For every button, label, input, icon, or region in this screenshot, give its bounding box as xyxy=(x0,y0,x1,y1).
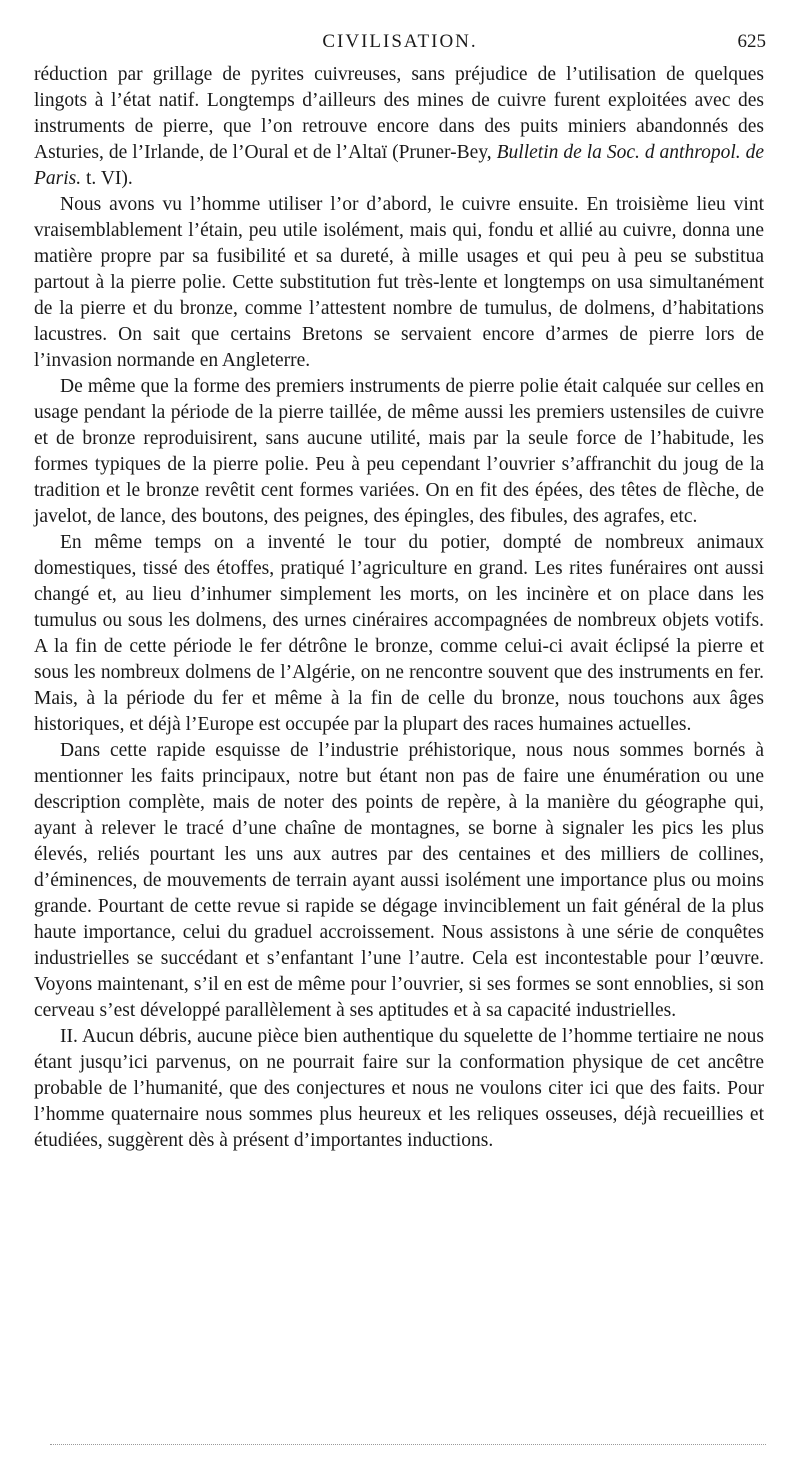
paragraph-2 xyxy=(34,192,764,374)
paragraph-5 xyxy=(34,738,764,1024)
running-title: CIVILISATION. xyxy=(322,31,478,52)
body-text xyxy=(34,62,764,1154)
text-segment: t. VI). xyxy=(81,168,133,189)
text-segment: Nous avons vu l’homme utiliser l’or d’abord, le cuivre ensuite. En troisième lieu vint vraisemblablement l’étain, peu utile isolément, mais qui, fondu et allié au cuivre, donna une matière propre par sa fusibilité et sa dureté, à mille usages et qui peu à peu se substitua partout à la pierre polie. Cette substitution fut très-lente et longtemps on usa simultanément de la pierre et du bronze, comme l’attestent nombre de tumulus, de dolmens, d’habitations lacustres. On sait que certains Bretons se servaient encore d’armes de pierre lors de l’invasion normande en Angleterre. xyxy=(34,194,764,371)
citation-italic: Bulletin de la Soc. d anthropol. de Paris. xyxy=(34,142,764,189)
text-segment: Dans cette rapide esquisse de l’industrie préhistorique, nous nous sommes bornés à mentionner les faits principaux, notre but étant non pas de faire une énumération ou une description complète, mais de noter des points de repère, à la manière du géographe qui, ayant à relever le tracé d’une chaîne de montagnes, se borne à signaler les pics les plus élevés, reliés pourtant les uns aux autres par des centaines et des milliers de collines, d’éminences, de mouvements de terrain ayant aussi isolément une importance plus ou moins grande. Pourtant de cette revue si rapide se dégage invinciblement un fait général de la plus haute importance, celui du graduel accroissement. Nous assistons à une série de conquêtes industrielles se succédant et s’enfantant l’une l’autre. Cela est incontestable pour l’œuvre. Voyons maintenant, s’il en est de même pour l’ouvrier, si ses formes se sont ennoblies, si son cerveau s’est développé parallèlement à ses aptitudes et à sa capacité industrielles. xyxy=(34,740,764,1021)
paragraph-4 xyxy=(34,530,764,738)
text-segment: réduction par grillage de pyrites cuivreuses, sans préjudice de l’utilisation de quelques lingots à l’état natif. Longtemps d’ailleurs des mines de cuivre furent exploitées avec des instruments de pierre, que l’on retrouve encore dans des puits miniers abandonnés des Asturies, de l’Irlande, de l’Oural et de l’Altaï (Pruner-Bey, xyxy=(34,64,764,163)
page-header xyxy=(34,28,766,56)
footer-rule xyxy=(50,1444,766,1445)
paragraph-1 xyxy=(34,62,764,192)
page-number: 625 xyxy=(737,31,766,52)
text-segment: En même temps on a inventé le tour du potier, dompté de nombreux animaux domestiques, tissé des étoffes, pratiqué l’agriculture en grand. Les rites funéraires ont aussi changé et, au lieu d’inhumer simplement les morts, on les incinère et on place dans les tumulus ou sous les dolmens, des urnes cinéraires accompagnées de nombreux objets votifs. A la fin de cette période le fer détrône le bronze, comme celui-ci avait éclipsé la pierre et sous les nombreux dolmens de l’Algérie, on ne rencontre souvent que des instruments en fer. Mais, à la période du fer et même à la fin de celle du bronze, nous touchons aux âges historiques, et déjà l’Europe est occupée par la plupart des races humaines actuelles. xyxy=(34,532,764,735)
text-segment: II. Aucun débris, aucune pièce bien authentique du squelette de l’homme tertiaire ne nous étant jusqu’ici parvenus, on ne pourrait faire sur la conformation physique de cet ancêtre probable de l’humanité, que des conjectures et nous ne voulons citer ici que des faits. Pour l’homme quaternaire nous sommes plus heureux et les reliques osseuses, déjà recueillies et étudiées, suggèrent dès à présent d’importantes inductions. xyxy=(34,1026,764,1151)
text-segment: De même que la forme des premiers instruments de pierre polie était calquée sur celles en usage pendant la période de la pierre taillée, de même aussi les premiers ustensiles de cuivre et de bronze reproduisirent, sans aucune utilité, mais par la seule force de l’habitude, les formes typiques de la pierre polie. Peu à peu cependant l’ouvrier s’affranchit du joug de la tradition et le bronze revêtit cent formes variées. On en fit des épées, des têtes de flèche, de javelot, de lance, des boutons, des peignes, des épingles, des fibules, des agrafes, etc. xyxy=(34,376,764,527)
paragraph-3 xyxy=(34,374,764,530)
paragraph-6 xyxy=(34,1024,764,1154)
